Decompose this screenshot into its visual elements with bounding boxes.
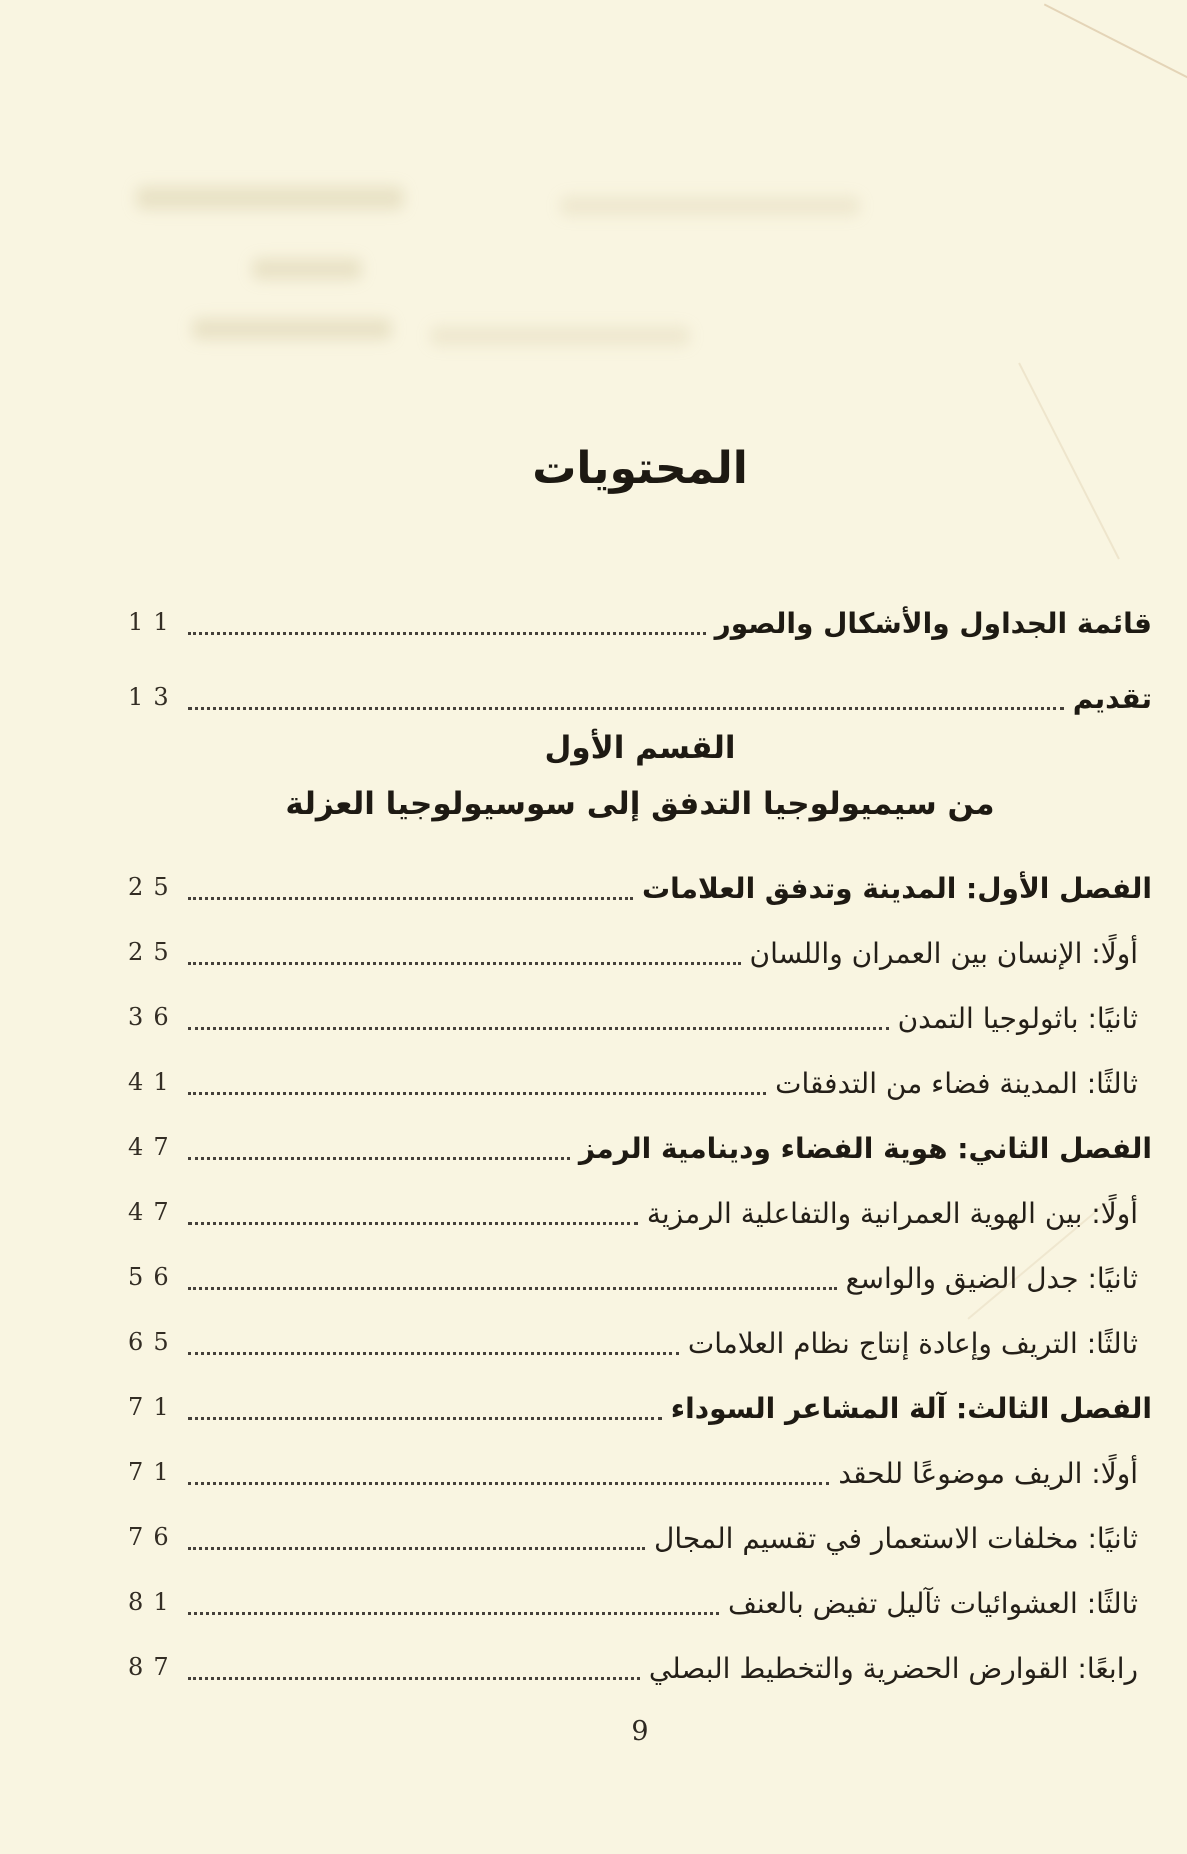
- dot-leader: [188, 1027, 889, 1030]
- toc-entry-page-number: 36: [128, 1002, 179, 1031]
- toc-entry-page-number: 11: [128, 607, 179, 636]
- toc-entry-label: ثانيًا: جدل الضيق والواسع: [845, 1262, 1138, 1295]
- toc-entry-page-number: 25: [128, 872, 179, 901]
- toc-entry-page-number: 65: [128, 1327, 179, 1356]
- toc-entry-page-number: 81: [128, 1587, 179, 1616]
- toc-entry: [128, 1441, 1152, 1506]
- dot-leader: [188, 1222, 638, 1225]
- toc-entry-page-number: 71: [128, 1457, 179, 1486]
- toc-entry: [128, 1051, 1152, 1116]
- page-number: 9: [631, 1716, 649, 1747]
- dot-leader: [188, 1092, 766, 1095]
- toc-entry: [128, 1311, 1152, 1376]
- toc-entry-page-number: 71: [128, 1392, 179, 1421]
- toc-entry-label: ثانيًا: باثولوجيا التمدن: [897, 1002, 1138, 1035]
- toc-entry: [128, 661, 1152, 736]
- toc-entry: [128, 1376, 1152, 1441]
- toc-entry: [128, 1116, 1152, 1181]
- dot-leader: [188, 1352, 679, 1355]
- dot-leader: [188, 1547, 645, 1550]
- toc-entry-page-number: 41: [128, 1067, 179, 1096]
- toc-entry-label: تقديم: [1072, 682, 1152, 715]
- part-subtitle: من سيميولوجيا التدفق إلى سوسيولوجيا العزلة: [285, 786, 995, 822]
- dot-leader: [188, 1677, 640, 1680]
- toc-entry-label: ثانيًا: مخلفات الاستعمار في تقسيم المجال: [653, 1522, 1138, 1555]
- part-heading: [128, 730, 1152, 822]
- dot-leader: [188, 1482, 830, 1485]
- toc-entry: [128, 1571, 1152, 1636]
- dot-leader: [188, 1612, 719, 1615]
- dot-leader: [188, 632, 706, 635]
- toc-entry-page-number: 87: [128, 1652, 179, 1681]
- toc-entry: [128, 1246, 1152, 1311]
- dot-leader: [188, 1417, 662, 1420]
- toc-entry: [128, 1636, 1152, 1701]
- toc-entry-page-number: 47: [128, 1132, 179, 1161]
- toc-entry-label: قائمة الجداول والأشكال والصور: [714, 607, 1152, 640]
- toc-entry-label: أولًا: الإنسان بين العمران واللسان: [749, 937, 1138, 970]
- toc-entry-label: ثالثًا: التريف وإعادة إنتاج نظام العلامات: [687, 1327, 1138, 1360]
- toc-entry: [128, 1506, 1152, 1571]
- dot-leader: [188, 897, 633, 900]
- toc-entry: [128, 921, 1152, 986]
- toc-entry: [128, 856, 1152, 921]
- toc-entry-label: ثالثًا: العشوائيات ثآليل تفيض بالعنف: [727, 1587, 1138, 1620]
- toc-entry-label: الفصل الأول: المدينة وتدفق العلامات: [642, 872, 1152, 905]
- toc-entry: [128, 586, 1152, 661]
- page-content: [128, 0, 1152, 1854]
- toc-entry-label: أولًا: الريف موضوعًا للحقد: [838, 1457, 1138, 1490]
- toc-entry-page-number: 76: [128, 1522, 179, 1551]
- dot-leader: [188, 962, 741, 965]
- toc-entry-page-number: 56: [128, 1262, 179, 1291]
- toc-entry: [128, 986, 1152, 1051]
- part-title: القسم الأول: [544, 730, 736, 766]
- toc-entry-label: ثالثًا: المدينة فضاء من التدفقات: [775, 1067, 1138, 1100]
- toc-entry-label: أولًا: بين الهوية العمرانية والتفاعلية الرمزية: [646, 1197, 1138, 1230]
- toc-entry-label: الفصل الثالث: آلة المشاعر السوداء: [670, 1392, 1152, 1425]
- contents-title: المحتويات: [532, 443, 748, 495]
- dot-leader: [188, 707, 1064, 710]
- toc-entry-page-number: 25: [128, 937, 179, 966]
- front-matter-list: [128, 586, 1152, 736]
- toc-entry: [128, 1181, 1152, 1246]
- toc-entry-page-number: 47: [128, 1197, 179, 1226]
- toc-entry-page-number: 13: [128, 682, 179, 711]
- dot-leader: [188, 1157, 570, 1160]
- dot-leader: [188, 1287, 837, 1290]
- toc-entry-list: [128, 856, 1152, 1701]
- toc-entry-label: رابعًا: القوارض الحضرية والتخطيط البصلي: [648, 1652, 1138, 1685]
- toc-entry-label: الفصل الثاني: هوية الفضاء ودينامية الرمز: [578, 1132, 1152, 1165]
